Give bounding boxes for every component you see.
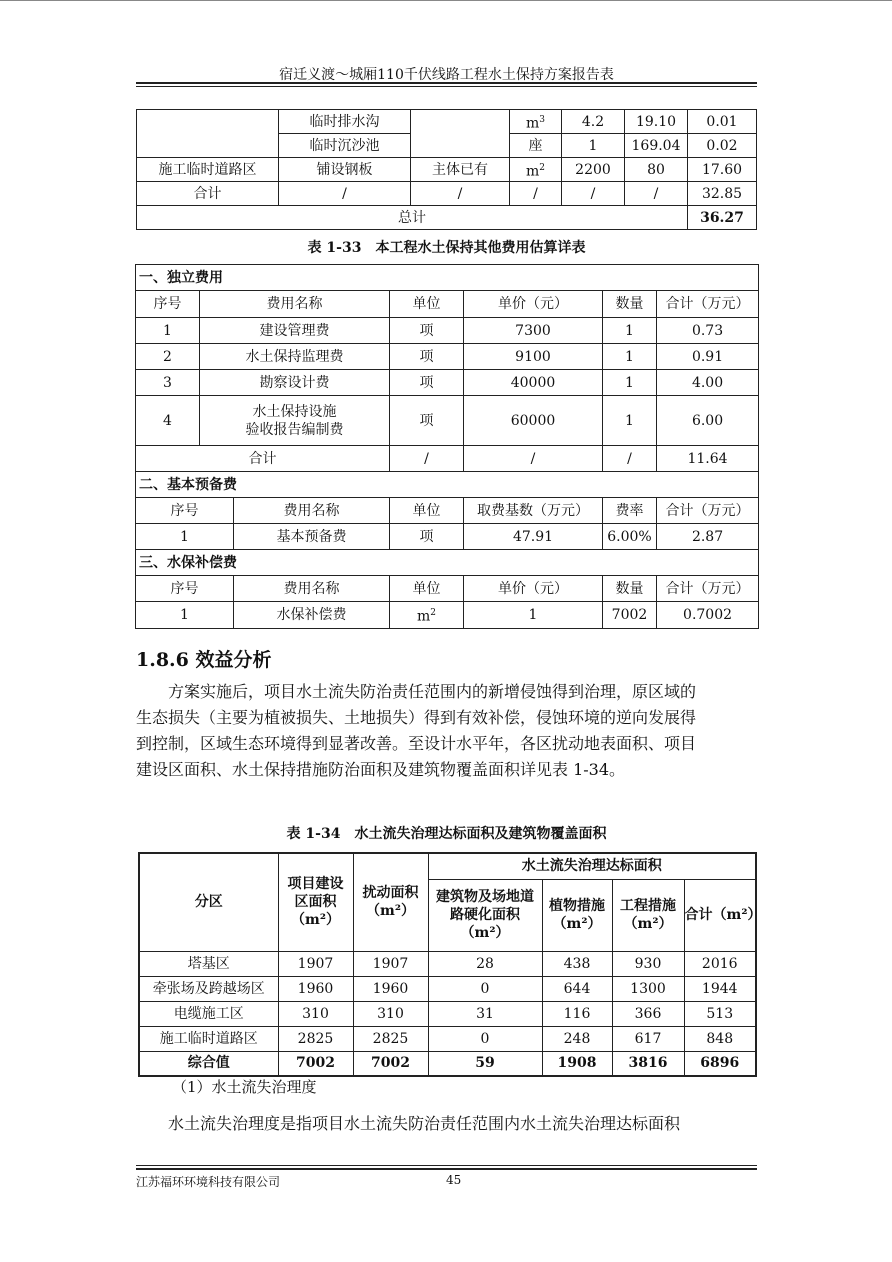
table-cell: $m^2$ — [390, 602, 464, 629]
table-cell: 1300 — [612, 976, 684, 1001]
table-cell: / — [510, 182, 562, 206]
column-header: 合计（万元） — [657, 576, 759, 602]
table-cell: 7002 — [603, 602, 657, 629]
header-rule-thin — [136, 86, 757, 87]
body-paragraph — [136, 679, 757, 783]
table-row — [136, 524, 759, 550]
table-cell: 建设管理费 — [200, 318, 390, 344]
grand-total-value: 36.27 — [688, 206, 757, 230]
column-header: 合计（万元） — [657, 291, 759, 318]
page-top-border — [0, 0, 892, 1]
table-cell: 施工临时道路区 — [139, 1026, 278, 1051]
column-group-header: 水土流失治理达标面积 — [428, 853, 756, 879]
paragraph-line: 建设区面积、水土保持措施防治面积及建筑物覆盖面积详见表 1-34。 — [136, 760, 626, 779]
table-cell: 0 — [428, 1026, 542, 1051]
table-row — [136, 396, 759, 446]
table-cell: 6.00 — [657, 396, 759, 446]
column-header: 序号 — [136, 498, 234, 524]
table-cell: 32.85 — [688, 182, 757, 206]
table-cell: 0.02 — [688, 134, 757, 158]
table-cell: 项 — [390, 318, 464, 344]
table-cell: $m^2$ — [510, 158, 562, 182]
column-header: 数量 — [603, 576, 657, 602]
table-cell: 6896 — [684, 1051, 756, 1076]
table-cell — [411, 110, 510, 158]
page-number: 45 — [446, 1173, 462, 1187]
table-cell: 施工临时道路区 — [137, 158, 279, 182]
table-cell: 28 — [428, 951, 542, 976]
table-continuation — [136, 109, 757, 230]
table-cell: 1 — [562, 134, 625, 158]
table-cell: 0.91 — [657, 344, 759, 370]
section-heading: 1.8.6 效益分析 — [136, 649, 272, 671]
table-cell: 19.10 — [625, 110, 688, 134]
column-header: 数量 — [603, 291, 657, 318]
paragraph-line: 方案实施后，项目水土流失防治责任范围内的新增侵蚀得到治理，原区域的 — [168, 682, 697, 701]
table-cell: 310 — [353, 1001, 428, 1026]
table-cell: 项 — [390, 344, 464, 370]
table-cell: 644 — [542, 976, 612, 1001]
table-cell: 40000 — [464, 370, 603, 396]
footer-company: 江苏福环环境科技有限公司 — [136, 1175, 281, 1189]
table-cell: 项 — [390, 370, 464, 396]
section-row — [136, 472, 759, 498]
column-header: 合计（万元） — [657, 498, 759, 524]
table-row — [136, 370, 759, 396]
column-header: 取费基数（万元） — [464, 498, 603, 524]
header-rule — [136, 82, 757, 84]
table-cell: 617 — [612, 1026, 684, 1051]
column-header: 合计（m²） — [684, 879, 756, 951]
table-row — [136, 602, 759, 629]
section-row — [136, 265, 759, 291]
table-1-33 — [135, 264, 759, 629]
table-cell: 1 — [603, 344, 657, 370]
section-row — [136, 550, 759, 576]
table-cell: 47.91 — [464, 524, 603, 550]
column-header: 单位 — [390, 498, 464, 524]
section-title: 三、水保补偿费 — [136, 550, 759, 576]
table-cell: 6.00% — [603, 524, 657, 550]
table-cell: $m^3$ — [510, 110, 562, 134]
table-cell: / — [603, 446, 657, 472]
table-cell: 310 — [278, 1001, 353, 1026]
column-header: 单价（元） — [464, 576, 603, 602]
table-header-row — [136, 291, 759, 318]
table-cell: 3816 — [612, 1051, 684, 1076]
table-cell: 80 — [625, 158, 688, 182]
table-cell: 2825 — [278, 1026, 353, 1051]
table-cell: 17.60 — [688, 158, 757, 182]
table-cell: 1 — [136, 602, 234, 629]
table-cell: / — [625, 182, 688, 206]
table-row — [139, 976, 756, 1001]
table-cell: / — [464, 446, 603, 472]
column-header: 单位 — [390, 291, 464, 318]
footer-rule-thick — [136, 1168, 757, 1170]
table-cell: 3 — [136, 370, 200, 396]
table-cell: 牵张场及跨越场区 — [139, 976, 278, 1001]
cell-line: 验收报告编制费 — [245, 421, 344, 438]
column-header: 植物措施 （m²） — [542, 879, 612, 951]
table-row-total — [137, 206, 757, 230]
table-header-row — [136, 498, 759, 524]
table-row — [137, 158, 757, 182]
table-header-row — [139, 853, 756, 879]
page-header-title: 宿迁义渡～城厢110千伏线路工程水土保持方案报告表 — [279, 67, 614, 83]
section-title: 一、独立费用 — [136, 265, 759, 291]
table-cell: 0.01 — [688, 110, 757, 134]
table-cell: 1 — [603, 396, 657, 446]
table-cell: 1960 — [278, 976, 353, 1001]
table-cell: 0.73 — [657, 318, 759, 344]
table-cell: 848 — [684, 1026, 756, 1051]
table-cell: 438 — [542, 951, 612, 976]
body-paragraph-2: 水土流失治理度是指项目水土流失防治责任范围内水土流失治理达标面积 — [168, 1114, 681, 1133]
column-header: 单价（元） — [464, 291, 603, 318]
column-header: 项目建设 区面积 （m²） — [278, 853, 353, 951]
table-cell: 1 — [603, 318, 657, 344]
table-cell: 水保补偿费 — [234, 602, 390, 629]
column-header: 单位 — [390, 576, 464, 602]
table-cell: 4.2 — [562, 110, 625, 134]
table-cell: / — [411, 182, 510, 206]
table-cell: 1907 — [278, 951, 353, 976]
table-row — [136, 344, 759, 370]
column-header: 费用名称 — [234, 498, 390, 524]
table-cell: 4.00 — [657, 370, 759, 396]
table-cell: 9100 — [464, 344, 603, 370]
table-cell — [137, 110, 279, 158]
column-header: 费用名称 — [200, 291, 390, 318]
table-caption-1-34: 表 1-34 水土流失治理达标面积及建筑物覆盖面积 — [286, 826, 607, 842]
table-header-row — [136, 576, 759, 602]
table-cell: 2 — [136, 344, 200, 370]
table-row — [137, 182, 757, 206]
table-cell: 366 — [612, 1001, 684, 1026]
table-cell: 项 — [390, 396, 464, 446]
column-header: 费用名称 — [234, 576, 390, 602]
table-cell: 513 — [684, 1001, 756, 1026]
table-cell: 1908 — [542, 1051, 612, 1076]
table-cell: 1960 — [353, 976, 428, 1001]
table-row — [137, 110, 757, 134]
table-caption-1-33: 表 1-33 本工程水土保持其他费用估算详表 — [307, 240, 586, 256]
column-header: 工程措施 （m²） — [612, 879, 684, 951]
table-cell: 59 — [428, 1051, 542, 1076]
table-cell: 铺设钢板 — [279, 158, 411, 182]
table-cell: / — [390, 446, 464, 472]
table-cell: 248 — [542, 1026, 612, 1051]
table-cell: 2825 — [353, 1026, 428, 1051]
table-cell: 1 — [464, 602, 603, 629]
table-cell: 主体已有 — [411, 158, 510, 182]
column-header: 扰动面积 （m²） — [353, 853, 428, 951]
table-cell: 合计 — [136, 446, 390, 472]
table-cell: 临时排水沟 — [279, 110, 411, 134]
section-title: 二、基本预备费 — [136, 472, 759, 498]
table-cell: 11.64 — [657, 446, 759, 472]
table-cell: 临时沉沙池 — [279, 134, 411, 158]
table-row-sum — [136, 446, 759, 472]
subheading: （1）水土流失治理度 — [172, 1078, 317, 1096]
column-header: 建筑物及场地道 路硬化面积 （m²） — [428, 879, 542, 951]
table-cell: 2.87 — [657, 524, 759, 550]
table-cell: 169.04 — [625, 134, 688, 158]
table-cell: 座 — [510, 134, 562, 158]
column-header: 费率 — [603, 498, 657, 524]
table-row — [139, 1001, 756, 1026]
table-cell: 4 — [136, 396, 200, 446]
table-cell: 基本预备费 — [234, 524, 390, 550]
table-row — [136, 318, 759, 344]
table-cell: 31 — [428, 1001, 542, 1026]
table-cell: 合计 — [137, 182, 279, 206]
table-cell — [200, 396, 390, 446]
table-cell: 930 — [612, 951, 684, 976]
table-cell: / — [279, 182, 411, 206]
table-cell: 60000 — [464, 396, 603, 446]
table-cell: 项 — [390, 524, 464, 550]
table-cell: 1 — [136, 524, 234, 550]
table-cell: 1907 — [353, 951, 428, 976]
cell-line: 水土保持设施 — [252, 403, 337, 420]
paragraph-line: 生态损失（主要为植被损失、土地损失）得到有效补偿，侵蚀环境的逆向发展得 — [136, 708, 697, 727]
table-cell: 水土保持监理费 — [200, 344, 390, 370]
table-row — [139, 1026, 756, 1051]
table-cell: 2016 — [684, 951, 756, 976]
column-header: 序号 — [136, 576, 234, 602]
grand-total-label: 总计 — [137, 206, 688, 230]
footer-rule — [136, 1165, 757, 1166]
table-1-34 — [138, 852, 762, 1077]
table-cell: 2200 — [562, 158, 625, 182]
table-cell: 1944 — [684, 976, 756, 1001]
table-cell: 0 — [428, 976, 542, 1001]
column-header: 分区 — [139, 853, 278, 951]
table-cell: 0.7002 — [657, 602, 759, 629]
paragraph-line: 到控制，区域生态环境得到显著改善。至设计水平年，各区扰动地表面积、项目 — [136, 734, 697, 753]
table-cell: 116 — [542, 1001, 612, 1026]
table-cell: 综合值 — [139, 1051, 278, 1076]
table-row-summary — [139, 1051, 756, 1076]
table-cell: 1 — [136, 318, 200, 344]
column-header: 序号 — [136, 291, 200, 318]
table-cell: 电缆施工区 — [139, 1001, 278, 1026]
table-cell: 1 — [603, 370, 657, 396]
table-cell: 7300 — [464, 318, 603, 344]
table-cell: 7002 — [278, 1051, 353, 1076]
table-cell: 勘察设计费 — [200, 370, 390, 396]
table-cell: 塔基区 — [139, 951, 278, 976]
table-cell: 7002 — [353, 1051, 428, 1076]
table-row — [139, 951, 756, 976]
table-cell: / — [562, 182, 625, 206]
